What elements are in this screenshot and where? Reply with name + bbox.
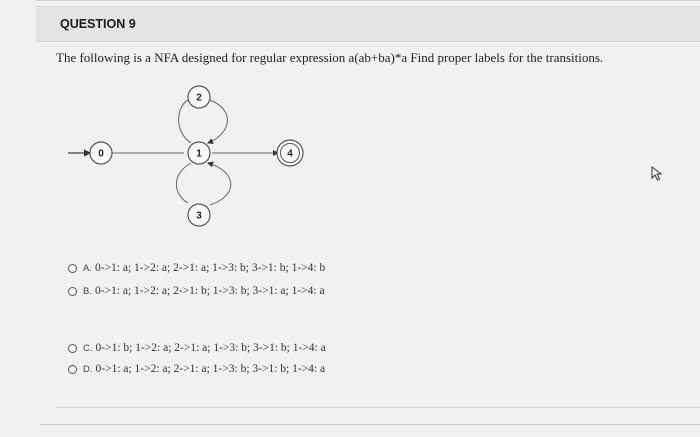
- option-b-text: 0->1: a; 1->2: a; 2->1: b; 1->3: b; 3->1: a; 1->4: a: [94, 285, 325, 297]
- option-c-letter: C.: [83, 342, 93, 354]
- option-a-text: 0->1: a; 1->2: a; 2->1: a; 1->3: b; 3->1: b; 1->4: b: [94, 262, 326, 274]
- divider: [56, 407, 700, 408]
- edge-2-1: [208, 100, 227, 143]
- option-c[interactable]: [68, 340, 326, 356]
- svg-text:2: 2: [196, 92, 202, 104]
- option-c-radio[interactable]: [68, 344, 77, 353]
- option-c-text: 0->1: b; 1->2: a; 2->1: a; 1->3: b; 3->1: b; 1->4: a: [95, 342, 326, 354]
- option-a-letter: A.: [83, 262, 92, 274]
- option-d-letter: D.: [83, 363, 93, 375]
- option-d[interactable]: [68, 361, 325, 377]
- top-divider: [36, 0, 700, 1]
- svg-text:1: 1: [196, 148, 202, 160]
- question-header: [36, 6, 700, 42]
- state-1: [188, 142, 210, 164]
- option-d-radio[interactable]: [68, 365, 77, 374]
- option-d-text: 0->1: a; 1->2: a; 2->1: a; 1->3: b; 3->1: b; 1->4: a: [95, 363, 326, 375]
- option-b[interactable]: [68, 283, 325, 299]
- mouse-cursor-icon: [651, 166, 665, 182]
- edge-1-3: [176, 163, 191, 203]
- option-a[interactable]: [68, 260, 325, 276]
- svg-text:3: 3: [196, 210, 202, 222]
- state-0: [90, 142, 112, 164]
- question-prompt: The following is a NFA designed for regular expression a(ab+ba)*a Find proper labels for the transitions.: [56, 50, 604, 65]
- option-a-radio[interactable]: [68, 264, 77, 273]
- state-3: [188, 204, 210, 226]
- state-4: [277, 140, 303, 166]
- svg-text:0: 0: [98, 148, 104, 160]
- edge-3-1: [208, 163, 231, 205]
- option-b-radio[interactable]: [68, 287, 77, 296]
- nfa-diagram: [60, 75, 320, 235]
- divider: [40, 424, 700, 425]
- question-title: QUESTION 9: [60, 17, 136, 31]
- edge-1-2: [179, 100, 191, 143]
- option-b-letter: B.: [83, 285, 92, 297]
- svg-text:4: 4: [287, 148, 293, 160]
- state-2: [188, 86, 210, 108]
